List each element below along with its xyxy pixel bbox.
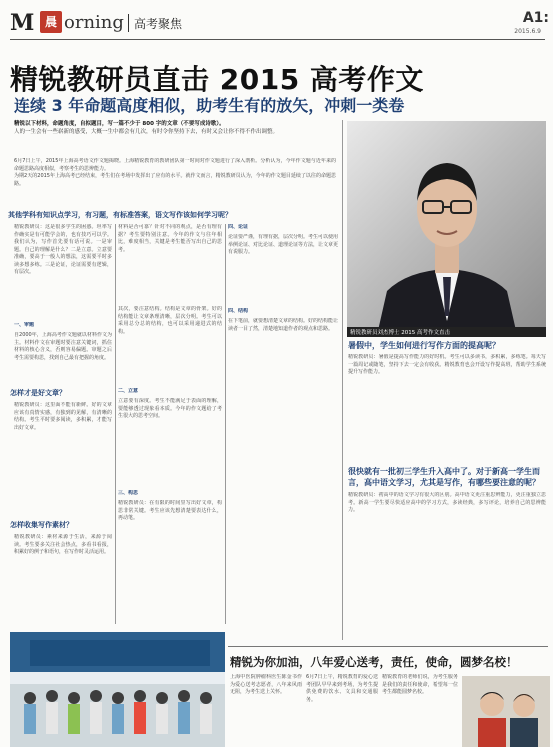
column-divider — [115, 224, 116, 624]
section-name: 高考聚焦 — [134, 17, 183, 31]
subheading-b: 二、立意 — [118, 388, 139, 394]
column-divider — [225, 224, 226, 624]
col2-body-1: 材料是否可靠？针对不同的观点，是否有理有据？考生要特别注意。今年的作文与往年相比，难度相当，关键是考生能否写出自己的思考。 — [118, 224, 222, 253]
man-in-suit-illustration — [347, 121, 546, 335]
issue-date: 2015.6.9 — [514, 28, 541, 35]
right-body-1: 精锐教研员：暑假是提高写作能力的好时机。考生可以多读书，多积累，多练笔。每天写一篇周记或随笔，坚持下去一定会有收获。精锐教育也会开设写作提高班，帮助学生系统提升写作能力。 — [348, 354, 546, 375]
subheading-c: 三、构思 — [118, 490, 139, 496]
bottom-body-3: 精锐教育的老师们说，为考生服务是我们的责任和使命，希望每一位考生都能圆梦名校。 — [382, 674, 458, 695]
col3-body-1: 论证要严谨，有理有据，层次分明。考生可以使用举例论证、对比论证、道理论证等方法，让文章更有说服力。 — [228, 234, 338, 255]
intro-paragraph-2: 为期2天的2015年上海高考已经结束，考生们在考场中发挥出了应有的水平。就作文而言，精锐教研员认为，今年的作文题目延续了以往的命题思路。 — [14, 173, 336, 187]
col1-body-3: 精锐教研员：这里面不能有新鲜。好的文章应该有真情实感，有独到的见解，有清晰的结构。考生平时要多阅读，多积累，才能写出好文章。 — [14, 402, 112, 431]
question-heading-2: 怎样才是好文章？ — [10, 389, 66, 397]
volunteers-portrait-illustration — [462, 676, 550, 747]
subheading-a: 一、审题 — [14, 322, 35, 328]
question-heading-3: 怎样收集写作素材？ — [10, 521, 73, 529]
column-divider — [342, 120, 343, 640]
headline: 精锐教研员直击 2015 高考作文 — [10, 63, 424, 96]
photo-caption: 精锐教研员刘杰博士 2015 高考作文直击 — [347, 327, 546, 337]
question-heading-1: 其他学科有知识点学习，有习题，有标准答案，语文写作该如何学习呢？ — [8, 211, 232, 219]
subheading-e: 四、结构 — [228, 308, 249, 314]
masthead-logo-letter: M — [10, 10, 34, 36]
col1-body-4: 精锐教研员：素材来源于生活，来源于阅读。考生要多关注社会热点，多看书看报，积累好的例子和语句，在写作时灵活运用。 — [14, 534, 112, 555]
lead-line-2: 人的一生会有一些崭新的感受，大概一生中都会有几次，有时令你坚持下去，有时又会让你不得不作出调整。 — [14, 129, 279, 135]
intro-paragraphs — [14, 158, 336, 206]
bottom-body-2: 6月7日上午，精锐教育的爱心送考团队早早来到考场，为考生提供免费的饮水、文具和交通服务。 — [306, 674, 378, 703]
lead-box — [14, 120, 336, 156]
masthead — [10, 6, 549, 40]
masthead-divider — [128, 14, 129, 32]
col2-body-3: 立意要有深度。考生不能满足于表面的理解，要能够透过现象看本质。今年的作文题给了考生很大的思考空间。 — [118, 398, 222, 419]
col2-body-4: 精锐教研员：在有限的时间里写出好文章，构思非常关键。考生应该先想清楚要表达什么，再动笔。 — [118, 500, 222, 521]
right-question-2: 很快就有一批初三学生升入高中了。对于新高一学生而言，高中语文学习，尤其是写作，有哪些要注意的呢？ — [348, 467, 540, 487]
col3-body-2: 在下笔前，就要想清楚文章的结构。好的结构能让读者一目了然，清楚地知道作者的观点和思路。 — [228, 318, 338, 332]
intro-paragraph-1: 6月7日上午，2015年上海高考语文作文题揭晓。上海精锐教育的教研团队第一时间对作文题进行了深入剖析。分析认为，今年作文题与近年来的命题思路高度相似，考察考生的思辨能力。 — [14, 158, 336, 172]
group-photo — [10, 632, 225, 747]
volunteers-group-illustration — [10, 632, 225, 747]
masthead-badge: 晨 — [40, 11, 62, 33]
lead-line-1: 精锐以下材料，命题角度，自拟题目，写一篇不少于 800 字的文章（不要写成诗歌）。 — [14, 121, 225, 127]
masthead-logo-text: orning — [64, 12, 124, 33]
section-rule — [228, 646, 548, 647]
volunteer-photo — [462, 676, 550, 747]
col2-body-2: 其次，要注意结构。结构是文章的骨架。好的结构能让文章条理清晰，层次分明。考生可以采用总分总的结构，也可以采用递进式的结构。 — [118, 306, 222, 335]
subheading-d: 四、论证 — [228, 224, 249, 230]
col1-body-1: 精锐教研员：这是很多学生的困惑。坦率写作确实是有可能学会的，也有技巧可以学。我们认为，写作首先要有话可说。一是审题。自己的理解是什么？二是立意。立意要准确，要高于一般人的想法，这需要平时多读多想多练。三是论证，论证需要有逻辑，有层次。 — [14, 224, 112, 275]
right-body-2: 精锐教研员：初高中的语文学习有很大的区别。高中语文更注重思辨能力，更注重独立思考。新高一学生要尽快适应高中的学习方式，多读经典，多写评论，培养自己的思辨能力。 — [348, 492, 546, 513]
bottom-body-1: 上海中医院肿瘤科医生陈金书作为爱心送考志愿者，八年来风雨无阻，为考生送上关怀。 — [230, 674, 302, 695]
page-number: A1: — [522, 10, 549, 26]
col1-body-2: 自2000年，上海高考作文题就以材料作文为主。材料作文在审题时要注意关键词，抓住材料的核心含义，否则容易偏题。审题之后考生需要构思，找到自己最有把握的角度。 — [14, 332, 112, 361]
right-question-1: 暑假中，学生如何进行写作方面的提高呢？ — [348, 341, 500, 350]
banner-headline: 精锐为你加油，八年爱心送考，责任，使命，圆梦名校！ — [230, 655, 518, 669]
portrait-photo — [347, 121, 546, 335]
subheadline: 连续 3 年命题高度相似，助考生有的放矢，冲刺一类卷 — [14, 96, 405, 115]
